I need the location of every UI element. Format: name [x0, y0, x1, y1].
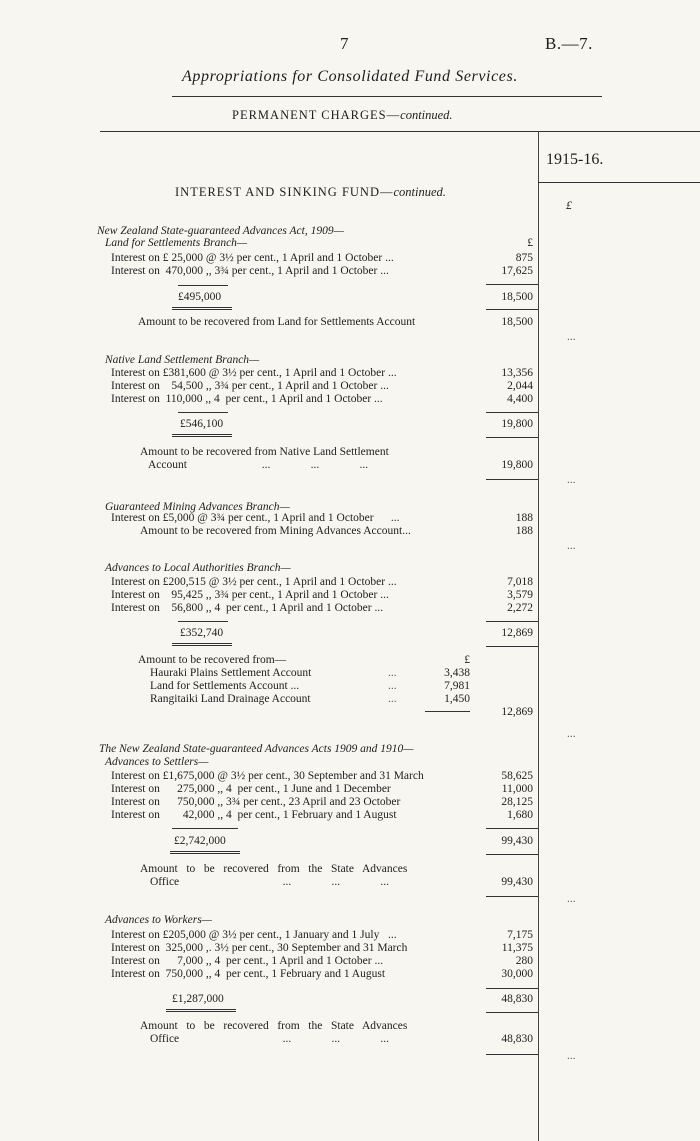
branch-heading: Native Land Settlement Branch— — [105, 354, 260, 366]
subtotal-rule — [486, 988, 538, 989]
interest-amount: 13,356 — [501, 367, 533, 379]
recovered-line: Amount to be recovered from Native Land Settlement — [140, 446, 389, 458]
recovered-amount: 48,830 — [501, 1033, 533, 1045]
interest-line: Interest on £5,000 @ 3¾ per cent., 1 April and 1 October ... — [111, 512, 400, 524]
act-heading: The New Zealand State-guaranteed Advances Acts 1909 and 1910— — [99, 743, 414, 755]
section-rule — [486, 896, 538, 897]
year-dots: ... — [567, 540, 576, 552]
principal-double-rule — [172, 307, 232, 308]
interest-line: Interest on 750,000 ,, 3¾ per cent., 23 April and 23 October — [111, 796, 401, 808]
total-principal: £1,287,000 — [172, 993, 224, 1005]
recovered-line: Office ... ... ... — [150, 1033, 390, 1045]
recovered-from-label: Amount to be recovered from— — [138, 654, 287, 666]
section-heading — [175, 185, 446, 200]
principal-double-rule — [172, 309, 232, 310]
interest-amount: 875 — [515, 252, 533, 264]
year-column-divider — [538, 131, 539, 1141]
principal-double-rule — [172, 436, 232, 437]
interest-amount: 2,272 — [507, 602, 533, 614]
branch-heading: Guaranteed Mining Advances Branch— — [105, 501, 290, 513]
recovered-amount: 18,500 — [501, 316, 533, 328]
account-dots: ... — [388, 680, 397, 692]
principal-double-rule — [172, 645, 232, 646]
year-dots: ... — [567, 331, 576, 343]
year-dots: ... — [567, 474, 576, 486]
principal-rule — [172, 828, 238, 829]
branch-heading: Land for Settlements Branch— — [105, 237, 248, 249]
title-rule — [172, 96, 602, 97]
act-heading: New Zealand State-guaranteed Advances Act, 1909— — [97, 225, 344, 237]
interest-line: Interest on £ 25,000 @ 3½ per cent., 1 April and 1 October ... — [111, 252, 394, 264]
account-amount: 7,981 — [444, 680, 470, 692]
branch-heading: Advances to Workers— — [105, 914, 212, 926]
total-principal: £495,000 — [178, 291, 222, 303]
page-subtitle — [232, 108, 453, 123]
subtotal-rule — [486, 309, 538, 310]
subtotal-rule — [486, 854, 538, 855]
document-reference: B.—7. — [545, 34, 593, 53]
year-dots: ... — [567, 1050, 576, 1062]
principal-rule — [178, 285, 228, 286]
interest-line: Interest on 275,000 ,, 4 per cent., 1 June and 1 December — [111, 783, 391, 795]
section-rule — [486, 479, 538, 480]
interest-line: Interest on £205,000 @ 3½ per cent., 1 January and 1 July ... — [111, 929, 397, 941]
account-name: Land for Settlements Account ... — [150, 680, 300, 692]
interest-line: Interest on 7,000 ,, 4 per cent., 1 April and 1 October ... — [111, 955, 384, 967]
interest-line: Interest on 54,500 ,, 3¾ per cent., 1 April and 1 October ... — [111, 380, 389, 392]
total-principal: £546,100 — [180, 418, 224, 430]
year-heading-rule — [538, 182, 700, 183]
subtotal-amount: 12,869 — [501, 627, 533, 639]
recovered-line: Amount to be recovered from Mining Advances Account... — [140, 525, 411, 537]
recovered-line: Amount to be recovered from the State Advances — [140, 863, 408, 875]
account-amount: 1,450 — [444, 693, 470, 705]
subtotal-amount: 99,430 — [501, 835, 533, 847]
section-rule — [486, 1054, 538, 1055]
year-dots: ... — [567, 893, 576, 905]
recovered-amount: 12,869 — [501, 706, 533, 718]
recovered-line: Office ... ... ... — [150, 876, 390, 888]
branch-heading: Advances to Local Authorities Branch— — [105, 562, 291, 574]
interest-line: Interest on 325,000 ,. 3½ per cent., 30 September and 31 March — [111, 942, 408, 954]
interest-amount: 188 — [515, 512, 533, 524]
page-number: 7 — [340, 34, 349, 53]
subtotal-amount: 19,800 — [501, 418, 533, 430]
year-column-heading: 1915-16. — [546, 151, 604, 168]
interest-amount: 17,625 — [501, 265, 533, 277]
interest-amount: 4,400 — [507, 393, 533, 405]
branch-heading: Advances to Settlers— — [105, 756, 209, 768]
recovered-amount: 188 — [515, 525, 533, 537]
subtotal-amount: 48,830 — [501, 993, 533, 1005]
interest-amount: 7,018 — [507, 576, 533, 588]
account-name: Hauraki Plains Settlement Account — [150, 667, 312, 679]
principal-double-rule — [166, 1011, 236, 1012]
year-dots: ... — [567, 728, 576, 740]
recovered-amount: 19,800 — [501, 459, 533, 471]
accounts-currency: £ — [464, 654, 470, 666]
subtotal-rule — [486, 828, 538, 829]
account-amount: 3,438 — [444, 667, 470, 679]
account-dots: ... — [388, 667, 397, 679]
interest-line: Interest on £1,675,000 @ 3½ per cent., 30 September and 31 March — [111, 770, 424, 782]
principal-double-rule — [170, 853, 240, 854]
interest-line: Interest on 750,000 ,, 4 per cent., 1 February and 1 August — [111, 968, 386, 980]
interest-amount: 280 — [515, 955, 533, 967]
principal-rule — [178, 412, 228, 413]
subtotal-rule — [486, 621, 538, 622]
header-rule — [100, 131, 700, 132]
interest-amount: 30,000 — [501, 968, 533, 980]
recovered-amount: 99,430 — [501, 876, 533, 888]
interest-line: Interest on 95,425 ,, 3¾ per cent., 1 April and 1 October ... — [111, 589, 389, 601]
recovered-line: Amount to be recovered from Land for Settlements Account — [138, 316, 416, 328]
interest-amount: 3,579 — [507, 589, 533, 601]
page-title: Appropriations for Consolidated Fund Services. — [182, 68, 518, 85]
subtotal-rule — [486, 412, 538, 413]
subtotal-amount: 18,500 — [501, 291, 533, 303]
interest-line: Interest on 56,800 ,, 4 per cent., 1 April and 1 October ... — [111, 602, 384, 614]
section-heading-main: INTEREST AND SINKING FUND— — [175, 185, 394, 199]
principal-double-rule — [172, 434, 232, 435]
interest-line: Interest on £200,515 @ 3½ per cent., 1 April and 1 October ... — [111, 576, 397, 588]
principal-rule — [178, 621, 228, 622]
principal-double-rule — [172, 643, 232, 644]
subtitle-continued: continued. — [400, 108, 453, 122]
accounts-rule — [425, 711, 470, 712]
interest-amount: 1,680 — [507, 809, 533, 821]
principal-double-rule — [166, 1009, 236, 1010]
subtitle-main: PERMANENT CHARGES— — [232, 108, 401, 122]
subtotal-rule — [486, 1012, 538, 1013]
subtotal-rule — [486, 437, 538, 438]
interest-amount: 58,625 — [501, 770, 533, 782]
interest-amount: 28,125 — [501, 796, 533, 808]
interest-amount: 2,044 — [507, 380, 533, 392]
interest-line: Interest on £381,600 @ 3½ per cent., 1 April and 1 October ... — [111, 367, 397, 379]
principal-double-rule — [170, 851, 240, 852]
year-column-currency: £ — [566, 198, 572, 212]
total-principal: £352,740 — [180, 627, 224, 639]
amount-currency: £ — [527, 237, 533, 249]
account-dots: ... — [388, 693, 397, 705]
total-principal: £2,742,000 — [174, 835, 226, 847]
interest-amount: 7,175 — [507, 929, 533, 941]
account-name: Rangitaiki Land Drainage Account — [150, 693, 311, 705]
interest-amount: 11,375 — [501, 942, 533, 954]
interest-amount: 11,000 — [501, 783, 533, 795]
recovered-line: Account ... ... ... — [148, 459, 369, 471]
subtotal-rule — [486, 284, 538, 285]
recovered-line: Amount to be recovered from the State Advances — [140, 1020, 408, 1032]
interest-line: Interest on 470,000 ,, 3¾ per cent., 1 April and 1 October ... — [111, 265, 389, 277]
interest-line: Interest on 110,000 ,, 4 per cent., 1 April and 1 October ... — [111, 393, 383, 405]
subtotal-rule — [486, 646, 538, 647]
section-heading-continued: continued. — [393, 185, 446, 199]
interest-line: Interest on 42,000 ,, 4 per cent., 1 February and 1 August — [111, 809, 397, 821]
